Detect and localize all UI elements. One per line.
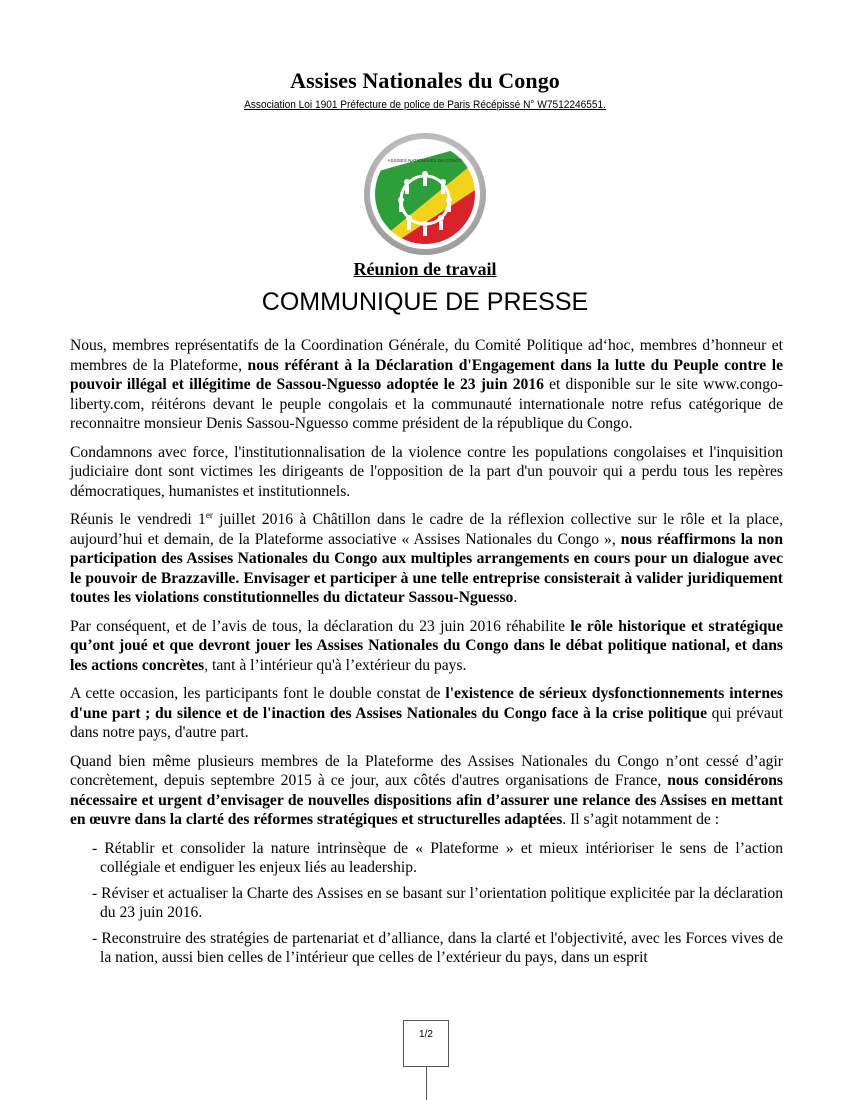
logo-caption: ASSISES NATIONALES DU CONGO <box>387 158 463 163</box>
organization-registration: Association Loi 1901 Préfecture de police de Paris Récépissé N° W7512246551. <box>244 99 606 111</box>
paragraph-2: Condamnons avec force, l'institutionnalisation de la violence contre les populations congolaises et l'inquisition judiciaire dont sont victimes les dirigeants de l'opposition de la part d'un pouvoir qui a perdu tous les repères démocratiques, humanistes et institutionnels. <box>70 443 783 500</box>
list-item: - Réviser et actualiser la Charte des Assises en se basant sur l’orientation politique explicitée par la déclaration du 23 juin 2016. <box>92 884 783 921</box>
paragraph-1: Nous, membres représentatifs de la Coordination Générale, du Comité Politique ad‘hoc, membres d’honneur et membres de la Plateforme, nous référant à la Déclaration d'Engagement dans la lutte du Peuple contre le pouvoir illégal et illégitime de Sassou-Nguesso adoptée le 23 juin 2016 et disponible sur le site www.congo-liberty.com, réitérons devant le peuple congolais et la communauté internationale notre refus catégorique de reconnaitre monsieur Denis Sassou-Nguesso comme président de la république du Congo. <box>70 337 783 432</box>
communique-body <box>70 336 783 974</box>
paragraph-3: Réunis le vendredi 1er juillet 2016 à Châtillon dans le cadre de la réflexion collective sur le rôle et la place, aujourd’hui et demain, de la Plateforme associative « Assises Nationales du Congo », nous réaffirmons la non participation des Assises Nationales du Congo aux multiples arrangements en cours pour un dialogue avec le pouvoir de Brazzaville. Envisager et participer à une telle entreprise consisterait à valider juridiquement toutes les violations constitutionnelles du dictateur Sassou-Nguesso. <box>70 510 784 606</box>
list-item: - Reconstruire des stratégies de partenariat et d’alliance, dans la clarté et l'objectivité, avec les Forces vives de la nation, aussi bien celles de l’intérieur que celles de l’extérieur du pays, dans un esprit <box>92 929 783 966</box>
list-item: - Rétablir et consolider la nature intrinsèque de « Plateforme » et mieux intérioriser le sens de l’action collégiale et endiguer les enjeux liés au leadership. <box>92 839 783 876</box>
footer-divider <box>426 1067 427 1100</box>
paragraph-6: Quand bien même plusieurs membres de la Plateforme des Assises Nationales du Congo n’ont cessé d’agir concrètement, depuis septembre 2015 à ce jour, aux côtés d'autres organisations de France, nous considérons nécessaire et urgent d’envisager de nouvelles dispositions afin d’assurer une relance des Assises en mettant en œuvre dans la clarté des réformes stratégiques et structurelles adaptées. Il s’agit notamment de : <box>70 752 783 828</box>
paragraph-4: Par conséquent, et de l’avis de tous, la déclaration du 23 juin 2016 réhabilite le rôle historique et stratégique qu’ont joué et que devront jouer les Assises Nationales du Congo dans le débat politique national, et dans les actions concrètes, tant à l’intérieur qu'à l’extérieur du pays. <box>70 617 783 674</box>
reform-list <box>70 839 783 968</box>
paragraph-5: A cette occasion, les participants font le double constat de l'existence de sérieux dysfonctionnements internes d'une part ; du silence et de l'inaction des Assises Nationales du Congo face à la crise politique qui prévaut dans notre pays, d'autre part. <box>70 685 783 741</box>
organization-title: Assises Nationales du Congo <box>290 68 560 93</box>
organization-logo-icon <box>363 132 487 256</box>
meeting-label: Réunion de travail <box>353 259 497 279</box>
page-title: COMMUNIQUE DE PRESSE <box>261 288 589 316</box>
page-number: 1/2 <box>403 1020 449 1067</box>
